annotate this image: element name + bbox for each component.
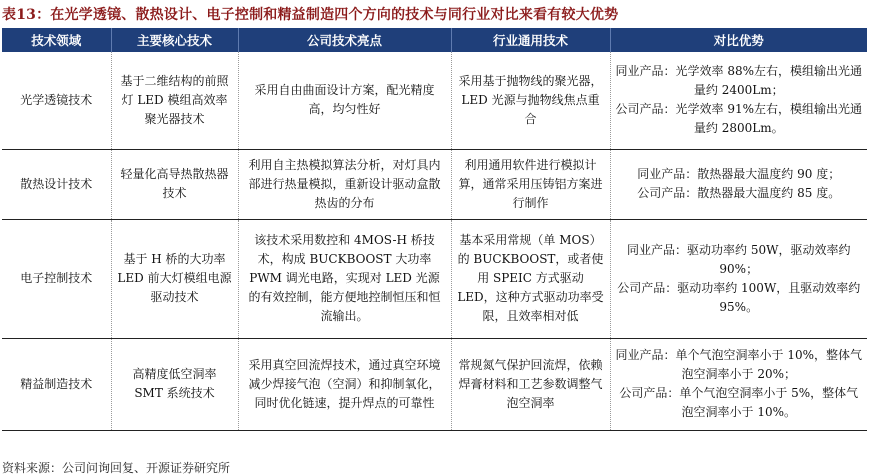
cell-highlight: 利用自主热模拟算法分析，对灯具内部进行热量模拟，重新设计驱动盒散热齿的分布 xyxy=(238,149,451,219)
cell-core: 基于 H 桥的大功率 LED 前大灯模组电源驱动技术 xyxy=(111,219,238,338)
header-core-tech: 主要核心技术 xyxy=(111,28,238,52)
advantage-peer: 同业产品：单个气泡空洞率小于 10%，整体气泡空洞率小于 20%； xyxy=(615,348,862,381)
table-row xyxy=(2,338,867,430)
table-title: 表13：在光学透镜、散热设计、电子控制和精益制造四个方向的技术与同行业对比来看有较大优势 xyxy=(2,7,619,23)
source-note: 资料来源：公司问询回复、开源证券研究所 xyxy=(2,461,231,475)
advantage-company: 公司产品：散热器最大温度约 85 度。 xyxy=(637,186,841,200)
advantage-company: 公司产品：单个气泡空洞率小于 5%，整体气泡空洞率小于 10%。 xyxy=(619,386,859,419)
cell-highlight: 该技术采用数控和 4MOS-H 桥技术，构成 BUCKBOOST 大功率 PWM 调光电路，实现对 LED 光源的有效控制，能方便地控制恒压和恒流输出。 xyxy=(238,219,451,338)
table-row xyxy=(2,219,867,338)
header-advantage: 对比优势 xyxy=(610,28,867,52)
advantage-peer: 同业产品：光学效率 88%左右，模组输出光通量约 2400Lm； xyxy=(615,64,862,98)
cell-industry: 常规氮气保护回流焊，依赖焊膏材料和工艺参数调整气泡空洞率 xyxy=(451,338,610,430)
comparison-table xyxy=(2,28,867,431)
cell-field: 精益制造技术 xyxy=(2,338,111,430)
advantage-company: 公司产品：光学效率 91%左右，模组输出光通量约 2800Lm。 xyxy=(615,102,862,136)
cell-field: 光学透镜技术 xyxy=(2,52,111,149)
cell-core: 基于二维结构的前照灯 LED 模组高效率聚光器技术 xyxy=(111,52,238,149)
advantage-peer: 同业产品：散热器最大温度约 90 度； xyxy=(637,167,841,181)
cell-highlight: 采用自由曲面设计方案，配光精度高，均匀性好 xyxy=(238,52,451,149)
table-row xyxy=(2,52,867,149)
cell-industry: 利用通用软件进行模拟计算，通常采用压铸铝方案进行制作 xyxy=(451,149,610,219)
table-header-row xyxy=(2,28,867,52)
cell-core: 高精度低空洞率 SMT 系统技术 xyxy=(111,338,238,430)
cell-advantage xyxy=(610,149,867,219)
cell-field: 电子控制技术 xyxy=(2,219,111,338)
advantage-company: 公司产品：驱动功率约 100W，且驱动效率约 95%。 xyxy=(617,280,861,314)
cell-field: 散热设计技术 xyxy=(2,149,111,219)
cell-highlight: 采用真空回流焊技术，通过真空环境减少焊接气泡（空洞）和抑制氧化，同时优化链速，提升焊点的可靠性 xyxy=(238,338,451,430)
cell-industry: 采用基于抛物线的聚光器，LED 光源与抛物线焦点重合 xyxy=(451,52,610,149)
advantage-peer: 同业产品：驱动功率约 50W，驱动效率约 90%； xyxy=(627,242,851,276)
header-field: 技术领域 xyxy=(2,28,111,52)
cell-advantage xyxy=(610,219,867,338)
header-industry-tech: 行业通用技术 xyxy=(451,28,610,52)
cell-industry: 基本采用常规（单 MOS）的 BUCKBOOST，或者使用 SPEIC 方式驱动 LED，这种方式驱动功率受限，且效率相对低 xyxy=(451,219,610,338)
table-row xyxy=(2,149,867,219)
header-company-highlight: 公司技术亮点 xyxy=(238,28,451,52)
cell-core: 轻量化高导热散热器技术 xyxy=(111,149,238,219)
cell-advantage xyxy=(610,52,867,149)
cell-advantage xyxy=(610,338,867,430)
